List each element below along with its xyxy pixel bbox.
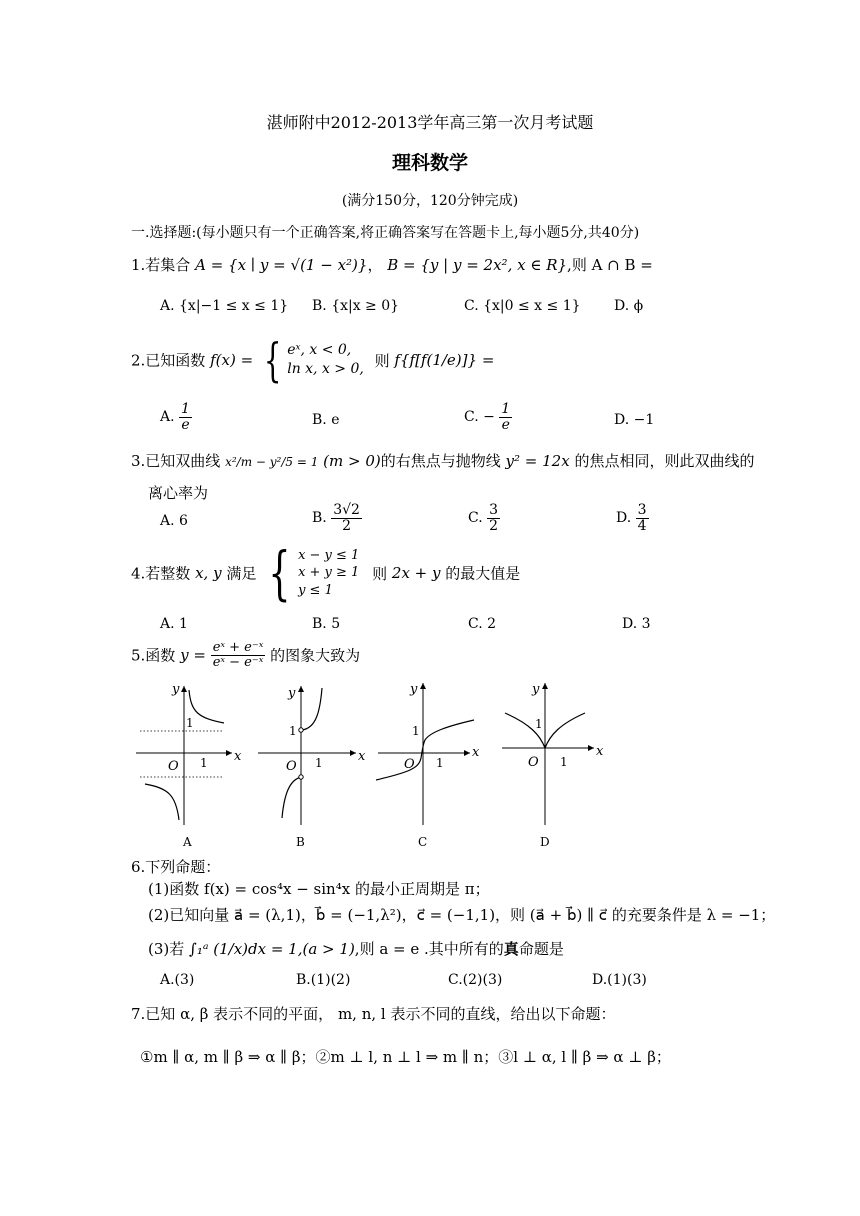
exam-note: (满分150分，120分钟完成): [341, 193, 519, 209]
graph-b-one-x: 1: [315, 756, 323, 770]
graph-b-x-label: x: [358, 749, 366, 764]
q6-prop-1: (1)函数 f(x) = cos⁴x − sin⁴x 的最小正周期是 π；: [148, 880, 490, 898]
q6-prop-3: (3)若 ∫₁ᵃ (1/x)dx = 1,(a > 1),则 a = e .其中所有的真命题是: [148, 940, 564, 958]
q3-stem: 3.已知双曲线 x²/m − y²/5 = 1 (m > 0)的右焦点与抛物线 y² = 12x 的焦点相同，则此双曲线的: [131, 452, 755, 470]
q6-prop-2: (2)已知向量 a⃗ = (λ,1)，b⃗ = (−1,λ²)，c⃗ = (−1,1)，则 (a⃗ + b⃗) ∥ c⃗ 的充要条件是 λ = −1；: [148, 906, 776, 924]
graph-b-y-label: y: [288, 686, 296, 701]
q2-expression: f{f[f(1/e)]} =: [394, 351, 495, 369]
graph-c-x-label: x: [472, 745, 480, 760]
graph-c-one-y: 1: [412, 724, 420, 738]
q4-option-b: B. 5: [312, 616, 341, 632]
q3-parabola: y² = 12x: [505, 452, 570, 470]
q4-option-c: C. 2: [468, 616, 497, 632]
q2-stem: 2.已知函数 f(x) = { eˣ, x < 0, ln x, x > 0, 则 f{f[f(1/e)]} =: [131, 333, 495, 387]
subject-title: 理科数学: [391, 152, 468, 174]
q7-stem: 7.已知 α, β 表示不同的平面， m, n, l 表示不同的直线，给出以下命题：: [131, 1005, 616, 1023]
graph-d-label: D: [540, 835, 550, 849]
q6-option-b: B.(1)(2): [296, 972, 351, 988]
q1-set-b: B = {y | y = 2x², x ∈ R}: [387, 256, 568, 274]
q4-stem: 4.若整数 x, y 满足 { x − y ≤ 1 x + y ≥ 1 y ≤ 1 则 2x + y 的最大值是: [131, 539, 521, 607]
graph-c-y-label: y: [410, 682, 418, 697]
q3-stem-line2: 离心率为: [148, 484, 209, 502]
graph-d-one-x: 1: [560, 755, 568, 769]
section-heading: 一.选择题:(每小题只有一个正确答案,将正确答案写在答题卡上,每小题5分,共40分): [131, 225, 640, 241]
exam-title: 湛师附中2012-2013学年高三第一次月考试题: [266, 113, 594, 132]
q3-option-d: D. $\frac{3}{4}$: [616, 502, 647, 534]
q3-option-b: B. $\frac{3√2}{2}$: [312, 502, 360, 534]
q2-piecewise: eˣ, x < 0, ln x, x > 0,: [287, 342, 364, 377]
graph-a-x-label: x: [234, 749, 242, 764]
q6-option-a: A.(3): [160, 972, 195, 988]
q7-propositions: ①m ∥ α, m ∥ β ⇒ α ∥ β；②m ⊥ l, n ⊥ l ⇒ m ∥ n；③l ⊥ α, l ∥ β ⇒ α ⊥ β；: [140, 1048, 671, 1066]
q1-option-c: C. {x|0 ≤ x ≤ 1}: [464, 298, 581, 314]
q2-option-d: D. −1: [614, 412, 655, 428]
q3-option-a: A. 6: [160, 513, 188, 529]
q3-hyperbola: x²/m − y²/5 = 1: [225, 455, 319, 469]
graph-c-one-x: 1: [436, 756, 444, 770]
graph-d-origin: O: [528, 755, 539, 770]
graph-d-x-label: x: [596, 744, 604, 759]
graph-d-y-label: y: [532, 682, 540, 697]
q6-stem: 6.下列命题：: [131, 858, 221, 876]
graph-a-one-y: 1: [186, 716, 194, 730]
graph-a-y-label: y: [172, 682, 180, 697]
graph-c-origin: O: [404, 757, 415, 772]
q1-option-d: D. ϕ: [614, 298, 644, 314]
q4-option-a: A. 1: [160, 616, 188, 632]
q2-option-c: C. − $\frac{1}{e}$: [464, 401, 511, 433]
q5-stem: 5.函数 y = $\frac{\text{eˣ + e⁻ˣ}}{\text{eˣ − e⁻ˣ}}$ 的图象大致为: [131, 640, 361, 670]
q1-option-a: A. {x|−1 ≤ x ≤ 1}: [160, 298, 289, 314]
q4-option-d: D. 3: [622, 616, 651, 632]
q1-set-a: A = {x ∣ y = √(1 − x²)}: [195, 256, 368, 274]
graph-a-origin: O: [168, 759, 179, 774]
graph-c: [376, 682, 480, 849]
graph-b-one-y: 1: [289, 724, 297, 738]
q4-constraints: x − y ≤ 1 x + y ≥ 1 y ≤ 1: [298, 547, 360, 598]
graph-d-one-y: 1: [535, 717, 543, 731]
q2-option-b: B. e: [312, 412, 340, 428]
graph-c-label: C: [418, 835, 428, 849]
q2-option-a: A. $\frac{1}{e}$: [160, 401, 190, 433]
q1-option-b: B. {x|x ≥ 0}: [312, 298, 400, 314]
q1-stem: 1.若集合 A = {x ∣ y = √(1 − x²)}， B = {y | y = 2x², x ∈ R},则 A ∩ B =: [131, 256, 653, 274]
q6-option-c: C.(2)(3): [448, 972, 503, 988]
graph-b-label: B: [296, 835, 305, 849]
q3-option-c: C. $\frac{3}{2}$: [468, 502, 499, 534]
graph-a-one-x: 1: [200, 756, 208, 770]
q6-integral: ∫₁ᵃ (1/x)dx = 1,(a > 1): [189, 940, 355, 958]
graph-a: [136, 682, 242, 849]
graph-b: [258, 686, 366, 849]
q6-option-d: D.(1)(3): [592, 972, 647, 988]
graph-a-label: A: [183, 835, 192, 849]
graph-d: [502, 682, 604, 849]
graph-b-origin: O: [286, 759, 297, 774]
